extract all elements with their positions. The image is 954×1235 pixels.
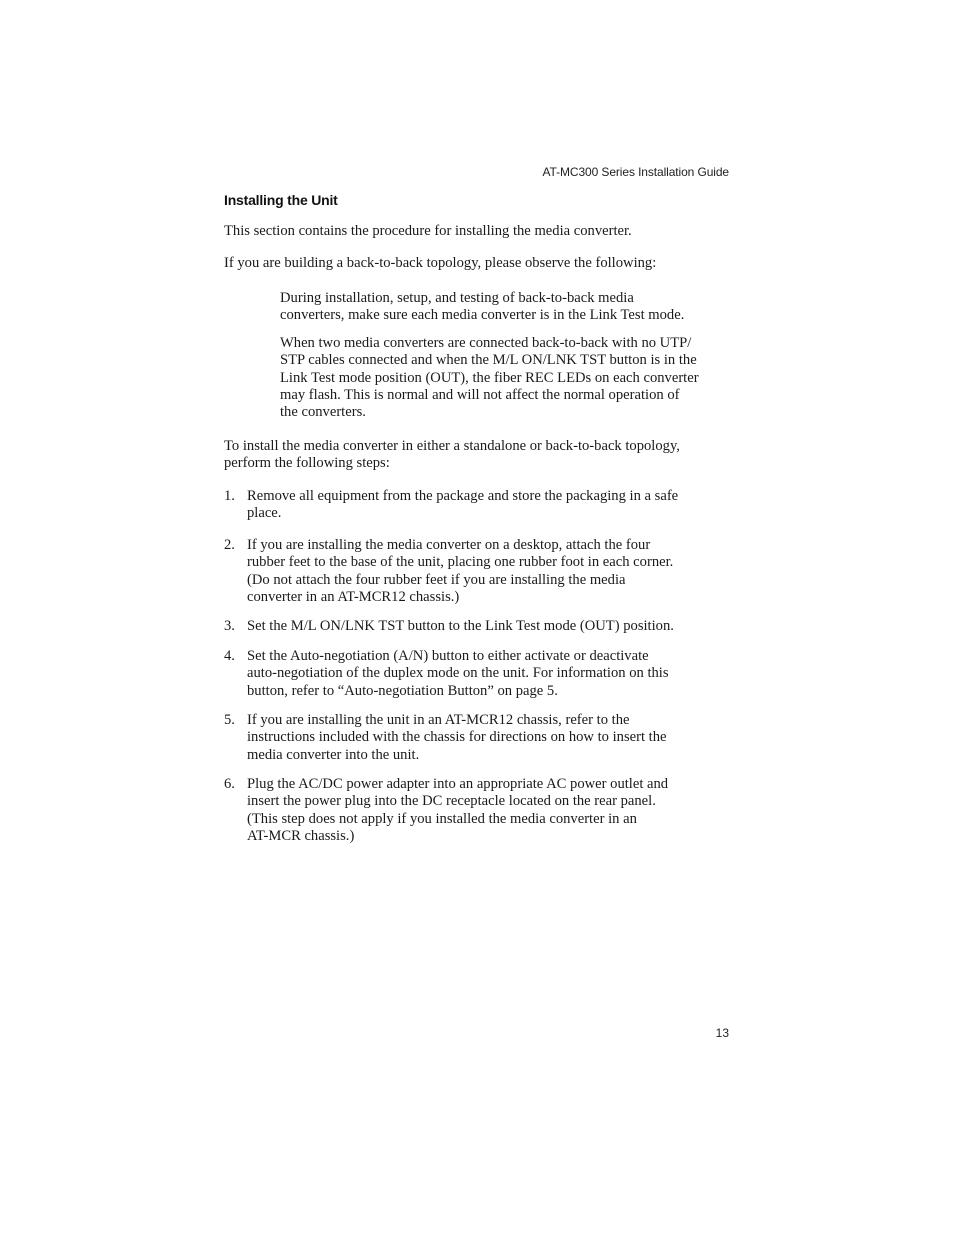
page-number: 13: [715, 1026, 729, 1040]
step-text: Plug the AC/DC power adapter into an appropriate AC power outlet and insert the power plug into the DC receptacle located on the rear panel. (This step does not apply if you installed the media converter in an AT-MCR chassis.): [247, 776, 669, 844]
steps-intro-paragraph: To install the media converter in either a standalone or back-to-back topology, perform the following steps:: [224, 438, 680, 472]
topology-lead-paragraph: If you are building a back-to-back topology, please observe the following:: [224, 255, 657, 271]
step-number: 1.: [224, 488, 235, 504]
step-text: If you are installing the unit in an AT-MCR12 chassis, refer to the instructions included with the chassis for directions on how to insert the media converter into the unit.: [247, 712, 667, 763]
step-text: Remove all equipment from the package and store the packaging in a safe place.: [247, 488, 679, 522]
step-text: Set the Auto-negotiation (A/N) button to either activate or deactivate auto-negotiation of the duplex mode on the unit. For information on this button, refer to “Auto-negotiation Button” on page 5.: [247, 648, 669, 699]
step-number: 6.: [224, 776, 235, 792]
step-text: If you are installing the media converter on a desktop, attach the four rubber feet to the base of the unit, placing one rubber foot in each corner. (Do not attach the four rubber feet if you are installing the media converter in an AT-MCR12 chassis.): [247, 537, 674, 605]
step-number: 4.: [224, 648, 235, 664]
step-number: 3.: [224, 618, 235, 634]
step-number: 2.: [224, 537, 235, 553]
running-header: AT-MC300 Series Installation Guide: [542, 165, 729, 179]
step-text: Set the M/L ON/LNK TST button to the Link Test mode (OUT) position.: [247, 618, 674, 634]
note-paragraph: When two media converters are connected back-to-back with no UTP/ STP cables connected and when the M/L ON/LNK TST button is in the Link Test mode position (OUT), the fiber REC LEDs on each converter may flash. This is normal and will not affect the normal operation of the converters.: [280, 335, 699, 421]
intro-paragraph: This section contains the procedure for installing the media converter.: [224, 223, 632, 239]
section-title: Installing the Unit: [224, 192, 338, 208]
step-number: 5.: [224, 712, 235, 728]
note-paragraph: During installation, setup, and testing of back-to-back media converters, make sure each media converter is in the Link Test mode.: [280, 290, 685, 324]
